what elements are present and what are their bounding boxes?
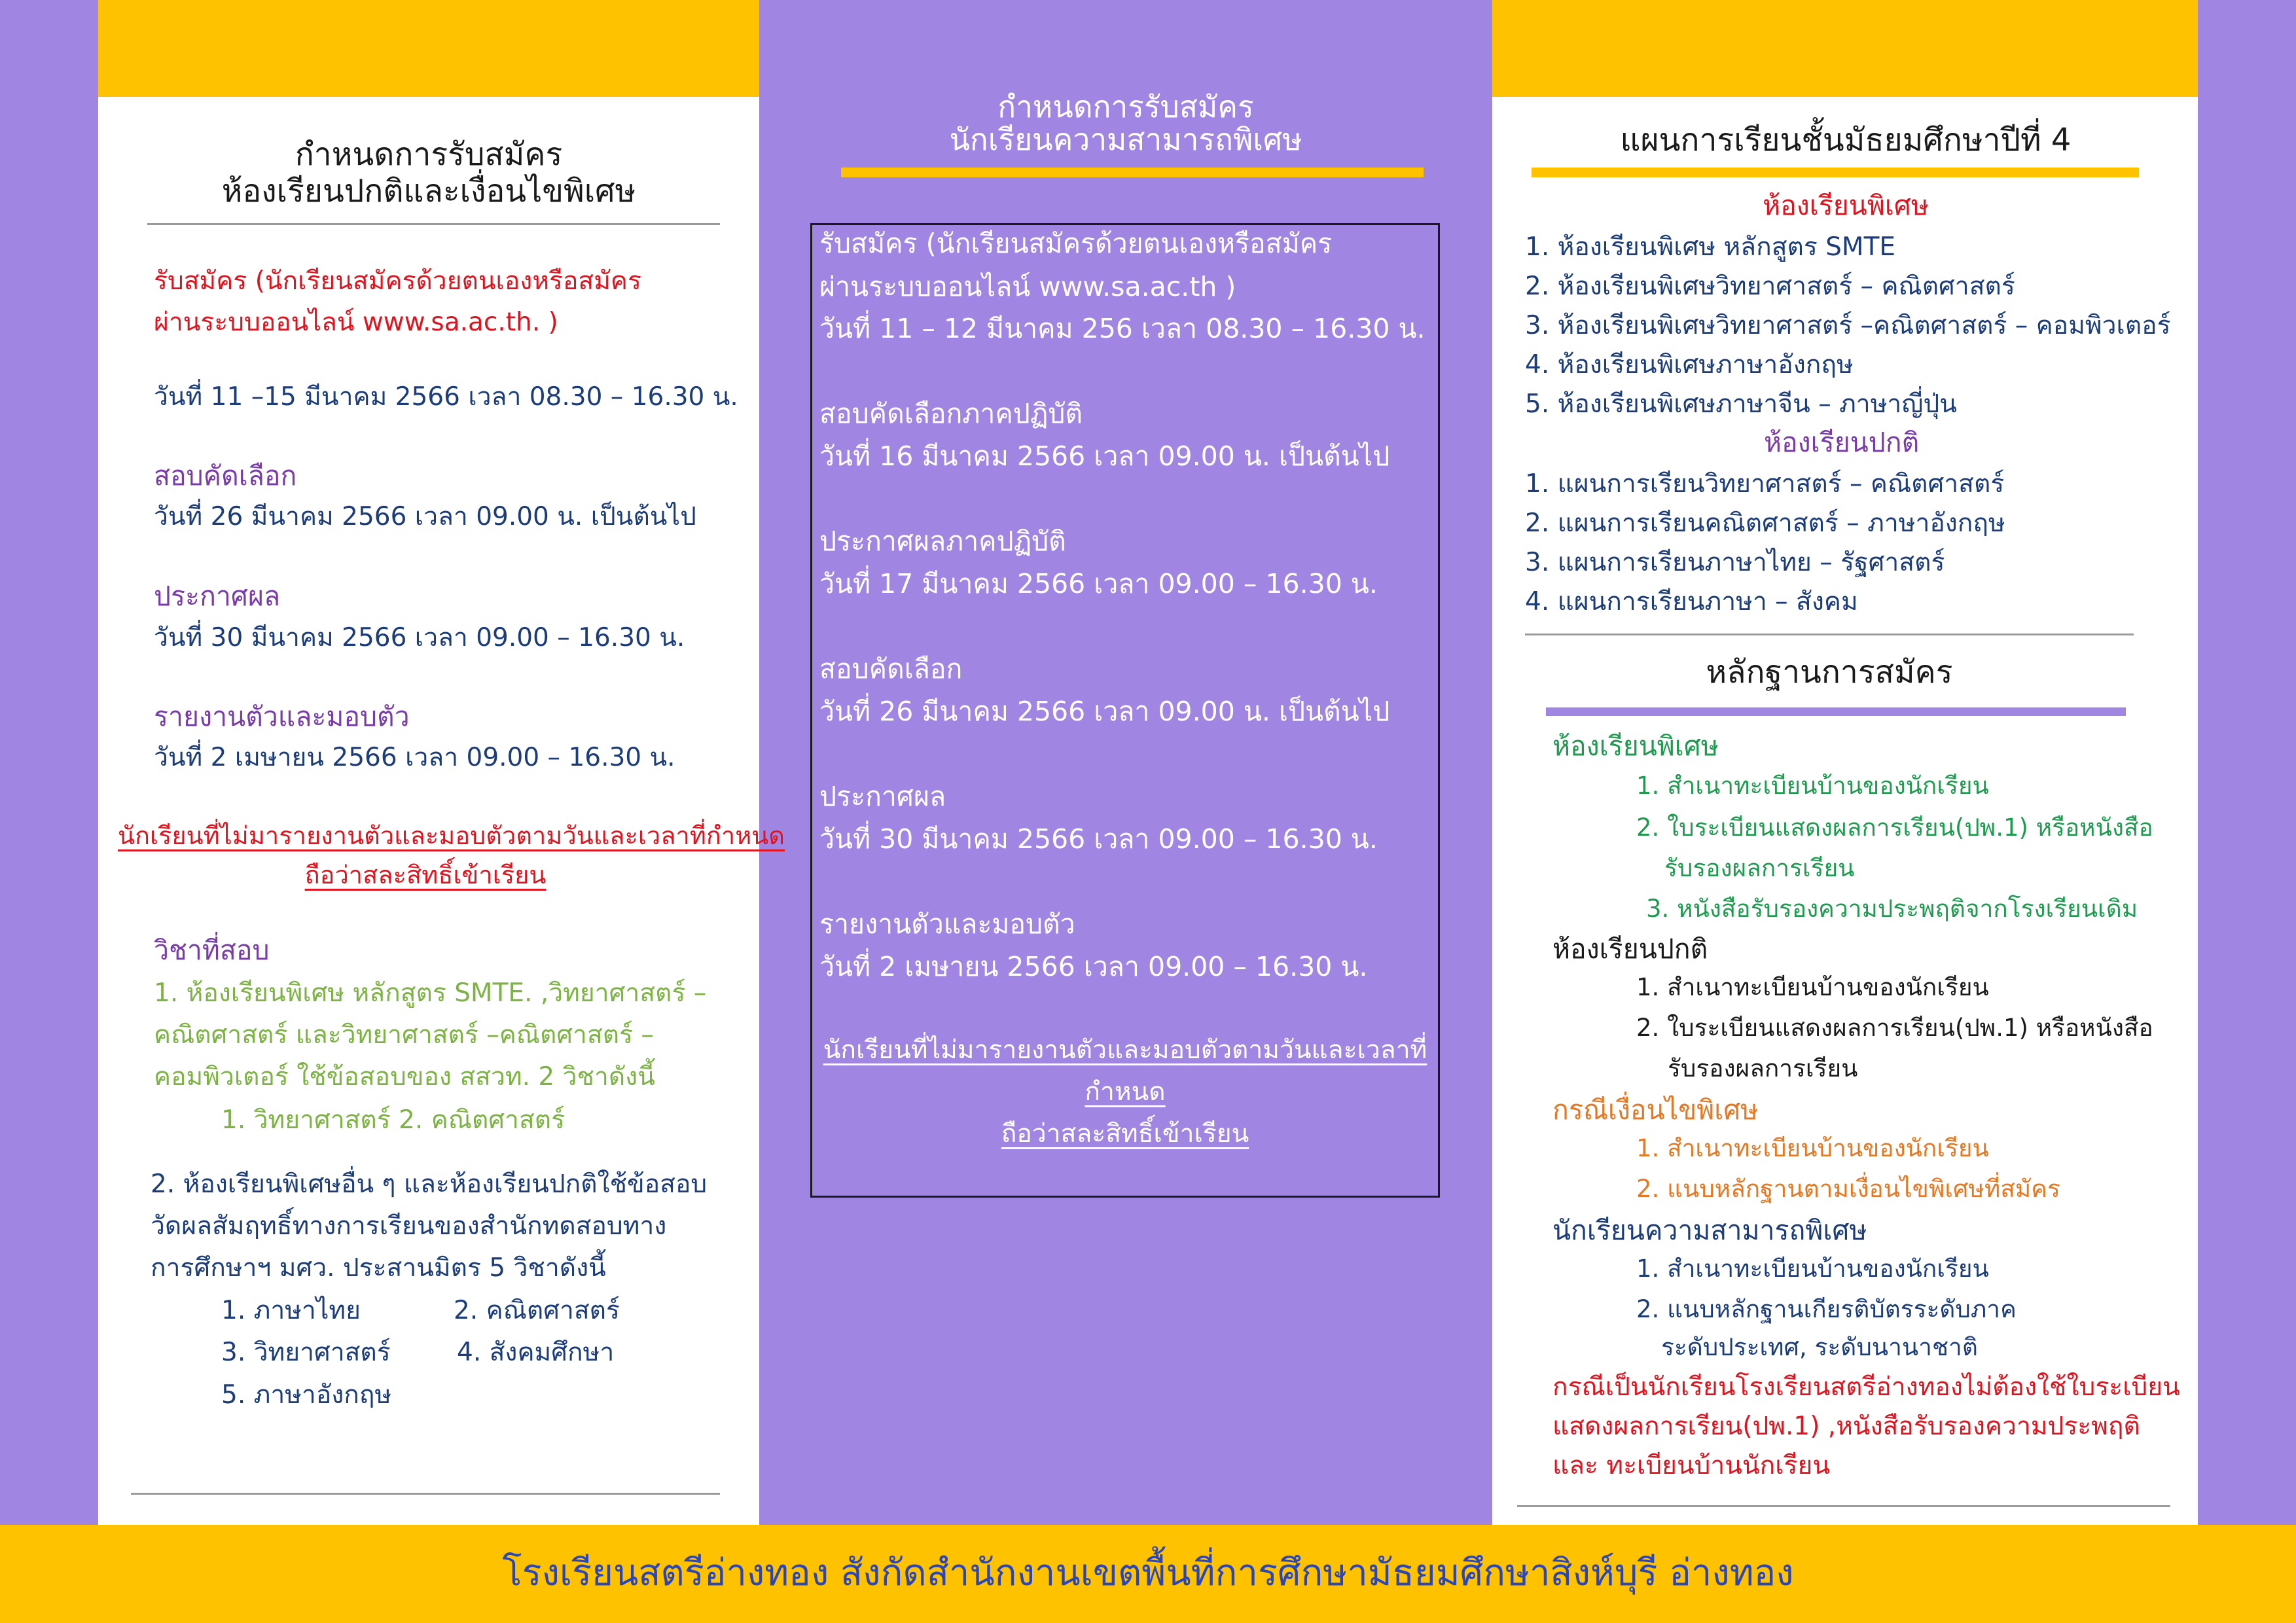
docs-note-line3: และ ทะเบียนบ้านนักเรียน <box>1552 1451 1831 1480</box>
left-subjects-label: วิชาที่สอบ <box>154 935 270 966</box>
right-normal-title: ห้องเรียนปกติ <box>1764 427 1920 458</box>
docs-condition-title: กรณีเงื่อนไขพิเศษ <box>1552 1094 1759 1126</box>
left-report-label: รายงานตัวและมอบตัว <box>154 701 410 732</box>
right-special-item-4: 4. ห้องเรียนพิเศษภาษาอังกฤษ <box>1525 350 1854 380</box>
right-top-band <box>1492 0 2198 97</box>
left-subjects-1c: คอมพิวเตอร์ ใช้ข้อสอบของ สสวท. 2 วิชาดังนี้ <box>154 1062 655 1092</box>
left-subjects-2c: การศึกษาฯ มศว. ประสานมิตร 5 วิชาดังนี้ <box>151 1253 606 1283</box>
right-normal-item-2: 2. แผนการเรียนคณิตศาสตร์ – ภาษาอังกฤษ <box>1525 508 2005 538</box>
left-subjects-1b: คณิตศาสตร์ และวิทยาศาสตร์ –คณิตศาสตร์ – <box>154 1020 654 1050</box>
docs-normal-1: 1. สำเนาทะเบียนบ้านของนักเรียน <box>1636 973 1989 1001</box>
middle-warning-line2: กำหนด <box>1085 1077 1166 1107</box>
docs-note-line1: กรณีเป็นนักเรียนโรงเรียนสตรีอ่างทองไม่ต้องใช้ใบระเบียน <box>1552 1372 2180 1402</box>
middle-announce-date: วันที่ 30 มีนาคม 2566 เวลา 09.00 – 16.30 น. <box>819 823 1378 855</box>
right-heading-underline <box>1532 168 2139 177</box>
right-special-item-2: 2. ห้องเรียนพิเศษวิทยาศาสตร์ – คณิตศาสตร์ <box>1525 272 2015 301</box>
footer-school-name: โรงเรียนสตรีอ่างทอง สังกัดสำนักงานเขตพื้นที่การศึกษามัธยมศึกษาสิงห์บุรี อ่างทอง <box>502 1552 1794 1594</box>
left-heading-line2: ห้องเรียนปกติและเงื่อนไขพิเศษ <box>221 173 636 209</box>
docs-special-2a: 2. ใบระเบียนแสดงผลการเรียน(ปพ.1) หรือหนังสือ <box>1636 813 2153 842</box>
left-report-date: วันที่ 2 เมษายน 2566 เวลา 09.00 – 16.30 น. <box>154 743 675 772</box>
docs-talent-title: นักเรียนความสามารถพิเศษ <box>1552 1215 1867 1246</box>
middle-apply-line2: ผ่านระบบออนไลน์ www.sa.ac.th ) <box>819 271 1236 302</box>
middle-practical-result-date: วันที่ 17 มีนาคม 2566 เวลา 09.00 – 16.30 น. <box>819 568 1378 599</box>
middle-practical-result-label: ประกาศผลภาคปฏิบัติ <box>819 526 1066 557</box>
left-apply-line1: รับสมัคร (นักเรียนสมัครด้วยตนเองหรือสมัคร <box>154 266 641 296</box>
docs-talent-2b: ระดับประเทศ, ระดับนานาชาติ <box>1661 1333 1978 1361</box>
left-bottom-divider <box>131 1493 720 1495</box>
left-top-band <box>98 0 759 97</box>
right-docs-underline <box>1546 707 2126 716</box>
middle-warning-line1: นักเรียนที่ไม่มารายงานตัวและมอบตัวตามวันและเวลาที่ <box>823 1035 1427 1065</box>
left-subjects-1d: 1. วิทยาศาสตร์ 2. คณิตศาสตร์ <box>221 1105 565 1135</box>
right-special-item-1: 1. ห้องเรียนพิเศษ หลักสูตร SMTE <box>1525 232 1896 262</box>
middle-exam-label: สอบคัดเลือก <box>819 653 963 685</box>
left-announce-label: ประกาศผล <box>154 580 281 612</box>
left-exam-date: วันที่ 26 มีนาคม 2566 เวลา 09.00 น. เป็นต้นไป <box>154 502 696 531</box>
right-heading: แผนการเรียนชั้นมัธยมศึกษาปีที่ 4 <box>1620 122 2072 158</box>
left-subjects-2b: วัดผลสัมฤทธิ์ทางการเรียนของสำนักทดสอบทาง <box>151 1211 667 1241</box>
docs-normal-2a: 2. ใบระเบียนแสดงผลการเรียน(ปพ.1) หรือหนังสือ <box>1636 1014 2153 1042</box>
left-subject-english: 5. ภาษาอังกฤษ <box>221 1380 392 1410</box>
right-bottom-divider <box>1517 1505 2170 1507</box>
middle-apply-date: วันที่ 11 – 12 มีนาคม 256 เวลา 08.30 – 16.30 น. <box>819 313 1426 344</box>
middle-exam-date: วันที่ 26 มีนาคม 2566 เวลา 09.00 น. เป็นต้นไป <box>819 696 1390 727</box>
docs-normal-title: ห้องเรียนปกติ <box>1552 933 1708 965</box>
docs-special-2b: รับรองผลการเรียน <box>1664 854 1855 882</box>
middle-heading-line2: นักเรียนความสามารถพิเศษ <box>949 122 1302 157</box>
docs-special-1: 1. สำเนาทะเบียนบ้านของนักเรียน <box>1636 772 1989 800</box>
right-mid-divider <box>1525 633 2134 635</box>
left-announce-date: วันที่ 30 มีนาคม 2566 เวลา 09.00 – 16.30 น. <box>154 623 685 652</box>
docs-special-title: ห้องเรียนพิเศษ <box>1552 730 1719 762</box>
middle-report-date: วันที่ 2 เมษายน 2566 เวลา 09.00 – 16.30 น. <box>819 951 1368 982</box>
docs-special-3: 3. หนังสือรับรองความประพฤติจากโรงเรียนเดิม <box>1646 895 2138 923</box>
middle-warning-line3: ถือว่าสละสิทธิ์เข้าเรียน <box>1001 1119 1249 1149</box>
docs-condition-1: 1. สำเนาทะเบียนบ้านของนักเรียน <box>1636 1134 1989 1162</box>
left-subjects-1a: 1. ห้องเรียนพิเศษ หลักสูตร SMTE. ,วิทยาศาสตร์ – <box>154 978 707 1008</box>
left-subject-social: 4. สังคมศึกษา <box>457 1338 615 1367</box>
middle-heading-underline <box>841 168 1424 177</box>
left-subject-science: 3. วิทยาศาสตร์ <box>221 1338 391 1367</box>
right-special-title: ห้องเรียนพิเศษ <box>1763 190 1929 221</box>
docs-note-line2: แสดงผลการเรียน(ปพ.1) ,หนังสือรับรองความประพฤติ <box>1552 1412 2140 1441</box>
left-apply-line2: ผ่านระบบออนไลน์ www.sa.ac.th. ) <box>154 308 558 337</box>
middle-practical-date: วันที่ 16 มีนาคม 2566 เวลา 09.00 น. เป็นต้นไป <box>819 440 1390 472</box>
left-subject-thai: 1. ภาษาไทย <box>221 1296 361 1325</box>
right-special-item-5: 5. ห้องเรียนพิเศษภาษาจีน – ภาษาญี่ปุ่น <box>1525 389 1957 419</box>
left-warning-line1: นักเรียนที่ไม่มารายงานตัวและมอบตัวตามวันและเวลาที่กำหนด <box>118 821 785 850</box>
right-docs-heading: หลักฐานการสมัคร <box>1706 654 1953 690</box>
docs-normal-2b: รับรองผลการเรียน <box>1668 1054 1858 1082</box>
left-warning-line2: ถือว่าสละสิทธิ์เข้าเรียน <box>304 861 547 889</box>
left-apply-date: วันที่ 11 –15 มีนาคม 2566 เวลา 08.30 – 16.30 น. <box>154 382 738 412</box>
left-heading-line1: กำหนดการรับสมัคร <box>295 136 563 173</box>
middle-report-label: รายงานตัวและมอบตัว <box>819 908 1075 940</box>
middle-apply-line1: รับสมัคร (นักเรียนสมัครด้วยตนเองหรือสมัคร <box>819 228 1333 259</box>
docs-talent-1: 1. สำเนาทะเบียนบ้านของนักเรียน <box>1636 1255 1989 1283</box>
right-normal-item-4: 4. แผนการเรียนภาษา – สังคม <box>1525 587 1858 616</box>
right-normal-item-1: 1. แผนการเรียนวิทยาศาสตร์ – คณิตศาสตร์ <box>1525 469 2005 499</box>
right-normal-item-3: 3. แผนการเรียนภาษาไทย – รัฐศาสตร์ <box>1525 548 1945 577</box>
middle-announce-label: ประกาศผล <box>819 781 946 812</box>
docs-condition-2: 2. แนบหลักฐานตามเงื่อนไขพิเศษที่สมัคร <box>1636 1175 2060 1203</box>
middle-heading-line1: กำหนดการรับสมัคร <box>997 89 1254 124</box>
left-subjects-2a: 2. ห้องเรียนพิเศษอื่น ๆ และห้องเรียนปกติใช้ข้อสอบ <box>151 1169 708 1199</box>
left-subject-math: 2. คณิตศาสตร์ <box>454 1296 620 1325</box>
left-exam-label: สอบคัดเลือก <box>154 460 297 491</box>
right-special-item-3: 3. ห้องเรียนพิเศษวิทยาศาสตร์ –คณิตศาสตร์ – คอมพิวเตอร์ <box>1525 311 2171 340</box>
left-heading-divider <box>147 223 720 225</box>
docs-talent-2a: 2. แนบหลักฐานเกียรติบัตรระดับภาค <box>1636 1295 2017 1323</box>
middle-practical-label: สอบคัดเลือกภาคปฏิบัติ <box>819 398 1083 429</box>
